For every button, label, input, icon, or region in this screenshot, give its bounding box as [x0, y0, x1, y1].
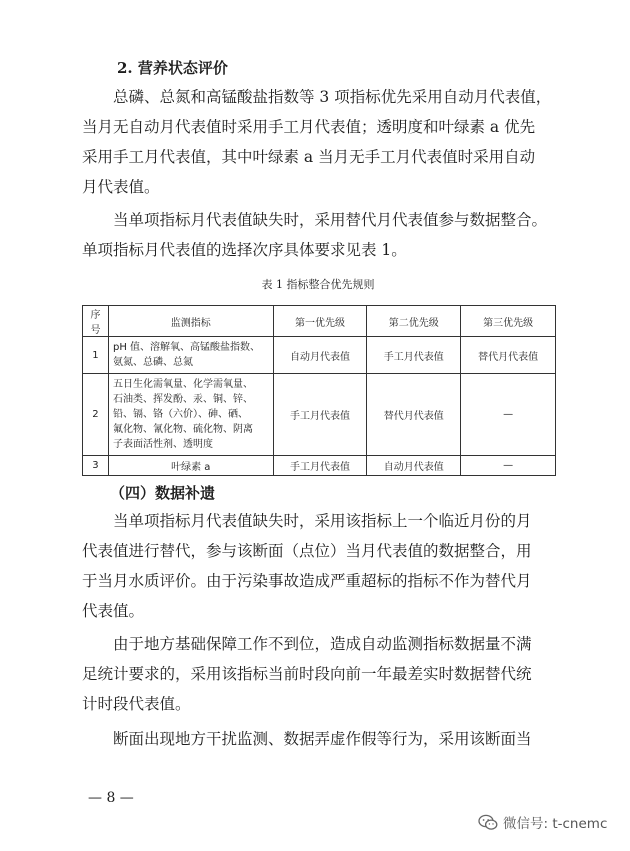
priority-2-cell: 自动月代表值	[367, 456, 461, 476]
priority-2-cell: 替代月代表值	[367, 374, 461, 456]
paragraph-interference	[82, 724, 554, 754]
indicator-line: 铅、镉、铬（六价）、砷、硒、	[112, 409, 248, 420]
indicator-line: 氨氮、总磷、总氮	[112, 357, 193, 368]
wechat-watermark	[478, 812, 607, 832]
priority-1-cell: 手工月代表值	[273, 374, 367, 456]
indicator-line: 石油类、挥发酚、汞、铜、锌、	[112, 394, 253, 405]
text-line: 代表值进行替代，参与该断面（点位）当月代表值的数据整合，用	[82, 542, 532, 560]
header-cell: 监测指标	[108, 306, 273, 337]
table-row	[83, 337, 556, 374]
watermark-text: 微信号: t-cnemc	[503, 816, 608, 832]
priority-2-cell: 手工月代表值	[367, 337, 461, 374]
indicator-line: 叶绿素 a	[171, 462, 211, 473]
indicator-cell	[108, 337, 273, 374]
header-cell: 第三优先级	[461, 306, 556, 337]
text-line: 当单项指标月代表值缺失时，采用替代月代表值参与数据整合。	[113, 211, 548, 229]
row-number: 3	[83, 456, 109, 476]
text-line: 计时段代表值。	[82, 695, 191, 713]
paragraph-nutrition-rules	[82, 82, 554, 202]
section-heading-nutrition: 2. 营养状态评价	[117, 59, 228, 77]
text-line: 月代表值。	[82, 178, 160, 196]
text-line: 于当月水质评价。由于污染事故造成严重超标的指标不作为替代月	[82, 572, 532, 590]
table-row	[83, 456, 556, 476]
text-line: 当单项指标月代表值缺失时，采用该指标上一个临近月份的月	[113, 512, 532, 530]
row-number: 2	[83, 374, 109, 456]
priority-1-cell: 自动月代表值	[273, 337, 367, 374]
table-caption: 表 1 指标整合优先规则	[261, 278, 375, 291]
header-cell: 第二优先级	[367, 306, 461, 337]
indicator-line: 氟化物、氰化物、硫化物、阴离	[112, 424, 253, 435]
paragraph-replacement	[82, 506, 554, 626]
text-line: 断面出现地方干扰监测、数据弄虚作假等行为，采用该断面当	[113, 730, 532, 748]
indicator-line: 五日生化需氧量、化学需氧量、	[112, 379, 253, 390]
priority-1-cell: 手工月代表值	[273, 456, 367, 476]
indicator-cell	[108, 456, 273, 476]
table-header-row	[83, 306, 556, 337]
text-line: 代表值。	[82, 602, 145, 620]
row-number: 1	[83, 337, 109, 374]
paragraph-worst-data	[82, 629, 554, 719]
text-line: 当月无自动月代表值时采用手工月代表值；透明度和叶绿素 a 优先	[82, 118, 536, 136]
indicator-line: pH 值、溶解氧、高锰酸盐指数、	[112, 342, 261, 353]
paragraph-substitution	[82, 205, 554, 265]
table-row	[83, 374, 556, 456]
text-line: 采用手工月代表值，其中叶绿素 a 当月无手工月代表值时采用自动	[82, 148, 536, 166]
priority-3-cell: —	[461, 374, 556, 456]
text-line: 单项指标月代表值的选择次序具体要求见表 1。	[82, 241, 407, 259]
section-heading-data-supplement: （四）数据补遗	[110, 484, 216, 502]
header-cell: 第一优先级	[273, 306, 367, 337]
indicator-line: 子表面活性剂、透明度	[112, 439, 213, 450]
priority-3-cell: —	[461, 456, 556, 476]
indicator-cell	[108, 374, 273, 456]
text-line: 总磷、总氮和高锰酸盐指数等 3 项指标优先采用自动月代表值，	[113, 88, 552, 106]
wechat-icon	[478, 814, 498, 831]
page-number: — 8 —	[88, 790, 134, 806]
text-line: 由于地方基础保障工作不到位，造成自动监测指标数据量不满	[113, 635, 532, 653]
priority-table	[82, 305, 556, 476]
priority-3-cell: 替代月代表值	[461, 337, 556, 374]
header-cell: 序号	[83, 306, 109, 337]
text-line: 足统计要求的，采用该指标当前时段向前一年最差实时数据替代统	[82, 665, 532, 683]
